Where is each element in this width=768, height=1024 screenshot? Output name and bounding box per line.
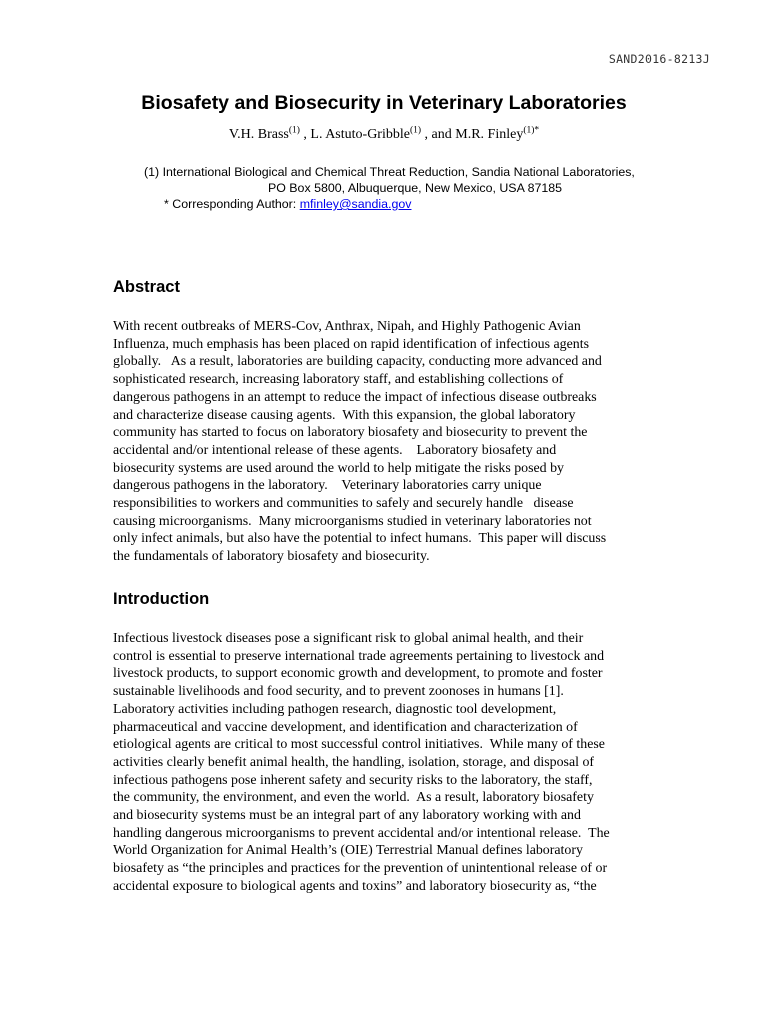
abstract-heading: Abstract [113,278,180,296]
author-list [0,127,768,143]
author-affiliation-marker: (1) [409,125,422,136]
text-line: and characterize disease causing agents. With this expansion, the global laboratory [113,407,576,423]
text-line: etiological agents are critical to most successful control initiatives. While many of these [113,737,605,753]
text-line: With recent outbreaks of MERS-Cov, Anthrax, Nipah, and Highly Pathogenic Avian [113,319,581,334]
author-name: M.R. Finley [455,127,524,142]
corresponding-author-label: * Corresponding Author: [164,197,300,211]
text-line: accidental and/or intentional release of these agents. Laboratory biosafety and [113,442,557,458]
author-separator: , and [421,127,456,142]
text-line: activities clearly benefit animal health, the handling, isolation, storage, and disposal of [113,754,595,770]
text-line: pharmaceutical and vaccine development, and identification and characterization of [113,719,578,735]
paper-title: Biosafety and Biosecurity in Veterinary Laboratories [141,92,627,114]
author-name: V.H. Brass [228,127,289,142]
text-line: sophisticated research, increasing laboratory staff, and establishing collections of [113,372,564,388]
text-line: sustainable livelihoods and food security, and to prevent zoonoses in humans [1]. [113,684,564,700]
text-line: dangerous pathogens in an attempt to reduce the impact of infectious disease outbreaks [113,389,597,405]
author-affiliation-marker: (1)* [523,125,540,136]
text-line: infectious pathogens pose inherent safety and security risks to the laboratory, the staff, [113,772,593,788]
text-line: World Organization for Animal Health’s (OIE) Terrestrial Manual defines laboratory [113,843,583,859]
text-line: Laboratory activities including pathogen research, diagnostic tool development, [113,701,557,717]
text-line: Influenza, much emphasis has been placed on rapid identification of infectious agents [113,336,589,352]
affiliation-line: (1) International Biological and Chemical Threat Reduction, Sandia National Laboratories, [144,165,635,179]
email-link[interactable]: mfinley@sandia.gov [299,197,412,211]
author-affiliation-marker: (1) [288,125,300,136]
affiliation-address: PO Box 5800, Albuquerque, New Mexico, USA 87185 [267,181,563,195]
affiliation-block [140,164,650,212]
text-line: causing microorganisms. Many microorganisms studied in veterinary laboratories not [113,513,592,529]
text-line: the fundamentals of laboratory biosafety and biosecurity. [113,549,430,565]
corresponding-author [140,196,650,212]
text-line: biosecurity systems are used around the world to help mitigate the risks posed by [113,460,564,476]
text-line: community has started to focus on laboratory biosafety and biosecurity to prevent the [113,425,588,441]
report-id: SAND2016-8213J [608,52,710,66]
text-line: only infect animals, but also have the potential to infect humans. This paper will discuss [113,531,607,547]
abstract-body [113,318,673,566]
text-line: Infectious livestock diseases pose a significant risk to global animal health, and their [113,631,584,646]
text-line: accidental exposure to biological agents and toxins” and laboratory biosecurity as, “the [113,878,597,894]
text-line: handling dangerous microorganisms to prevent accidental and/or intentional release. The [113,825,610,841]
author-name: L. Astuto-Gribble [310,127,410,142]
author-separator: , [299,127,311,142]
introduction-heading: Introduction [113,590,210,608]
text-line: biosafety as “the principles and practices for the prevention of unintentional release of or [113,861,608,877]
text-line: control is essential to preserve international trade agreements pertaining to livestock and [113,648,605,664]
text-line: dangerous pathogens in the laboratory. Veterinary laboratories carry unique [113,478,542,494]
introduction-body [113,630,673,896]
text-line: the community, the environment, and even the world. As a result, laboratory biosafety [113,790,594,806]
text-line: livestock products, to support economic growth and development, to promote and foster [113,666,603,682]
text-line: globally. As a result, laboratories are building capacity, conducting more advanced and [113,354,602,370]
text-line: and biosecurity systems must be an integral part of any laboratory working with and [113,808,581,824]
text-line: responsibilities to workers and communities to safely and securely handle disease [113,496,574,512]
